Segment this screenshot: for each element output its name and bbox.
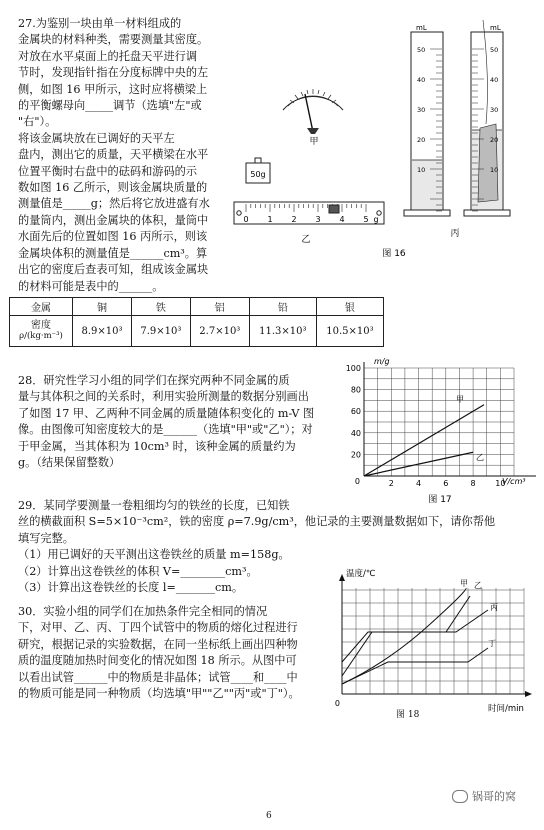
row-label-density: 密度 xyxy=(31,320,51,331)
q30-line: 30．实验小组的同学们在加热条件完全相同的情况 xyxy=(18,605,268,618)
cyl-right-50: 50 xyxy=(490,46,499,54)
table-cell: 7.9×10³ xyxy=(131,316,190,347)
y-tick-label: 80 xyxy=(350,385,361,395)
scale-num-3: 3 xyxy=(315,215,321,224)
x-tick-label: 8 xyxy=(470,479,476,488)
q27-line: 数如图 16 乙所示，则该金属块质量的 xyxy=(18,181,208,195)
weight-label: 50g xyxy=(250,170,266,179)
fig18-origin: 0 xyxy=(334,699,340,708)
rider-scale xyxy=(234,202,384,224)
q27-line: 的平衡螺母向_____调节（选填"左"或 xyxy=(18,99,202,113)
table-row xyxy=(10,316,384,347)
watermark-text: 锅哥的窝 xyxy=(472,790,516,803)
row-label-unit: ρ/(kg·m⁻³) xyxy=(19,331,63,341)
q29-line: 填写完整。 xyxy=(18,531,74,545)
figure-17-chart xyxy=(340,356,540,508)
x-tick-label: 2 xyxy=(388,479,394,488)
q27-line: "右"）。 xyxy=(18,115,57,129)
scale-num-0: 0 xyxy=(243,215,249,224)
q29-line: 29．某同学要测量一卷粗细均匀的铁丝的长度，已知铁 xyxy=(18,499,290,512)
fig18-ding-label: 丁 xyxy=(488,639,496,648)
q28-line: g。（结果保留整数） xyxy=(18,456,121,470)
q27-line: 27.为鉴别一块由单一材料组成的 xyxy=(18,17,182,30)
cylinder-left xyxy=(404,24,450,216)
cyl-left-50: 50 xyxy=(417,46,426,54)
cyl-left-10: 10 xyxy=(417,166,426,174)
q29-line: 丝的横截面积 S=5×10⁻³cm²，铁的密度 ρ=7.9g/cm³，他记录的主要测量数据如下，请你帮他 xyxy=(18,515,496,529)
q29-line: （1）用已调好的天平测出这卷铁丝的质量 m=158g。 xyxy=(18,548,290,562)
cyl-right-40: 40 xyxy=(490,76,499,84)
q29-line: （3）计算出这卷铁丝的长度 l=_______cm。 xyxy=(18,581,244,595)
x-tick-label: 6 xyxy=(443,479,449,488)
fig18-yi-label: 乙 xyxy=(474,581,482,590)
q28-line: 于甲金属，当其体积为 10cm³ 时，该种金属的质量约为 xyxy=(18,439,296,453)
q27-line: 测量值是_____g；然后将它放进盛有水 xyxy=(18,197,210,211)
figure-18-chart xyxy=(328,566,538,724)
table-cell: 2.7×10³ xyxy=(190,316,249,347)
label-yi: 乙 xyxy=(301,235,311,245)
y-tick-label: 40 xyxy=(350,428,361,438)
q29-line: （2）计算出这卷铁丝的体积 V=________cm³。 xyxy=(18,564,258,578)
q27-line: 的量筒内，测出金属块的体积，量筒中 xyxy=(18,213,209,227)
table-header-cell: 银 xyxy=(316,298,383,316)
y-tick-label: 60 xyxy=(350,407,361,417)
cyl-right-30: 30 xyxy=(490,106,499,114)
page-number: 6 xyxy=(266,811,272,821)
table-header-cell: 铝 xyxy=(190,298,249,316)
q27-line: 金属块的材料种类，需要测量其密度。 xyxy=(18,33,209,47)
scale-unit: g xyxy=(373,215,379,224)
q27-line: 金属块体积的测量值是______cm³。算 xyxy=(18,246,208,260)
weight-50g xyxy=(246,158,270,183)
q30-text xyxy=(18,604,300,702)
table-header-cell: 铅 xyxy=(249,298,316,316)
curve-jia xyxy=(342,588,466,684)
cyl-right-10: 10 xyxy=(490,166,499,174)
fig17-origin: 0 xyxy=(354,477,360,486)
fig17-caption: 图 17 xyxy=(428,495,452,505)
fig18-ylabel: 温度/℃ xyxy=(346,569,376,579)
fig17-jia-label: 甲 xyxy=(456,395,464,404)
figure-16 xyxy=(228,10,538,262)
q30-line: 质的温度随加热时间变化的情况如图 18 所示。从图中可 xyxy=(18,654,297,668)
q28-line: 28．研究性学习小组的同学们在探究两种不同金属的质 xyxy=(18,374,290,387)
q30-line: 下，对甲、乙、丙、丁四个试管中的物质的熔化过程进行 xyxy=(18,621,298,635)
q30-line: 研究，根据记录的实验数据，在同一坐标纸上画出四种物 xyxy=(18,637,298,651)
balance-pointer-dial xyxy=(283,89,343,134)
scale-num-2: 2 xyxy=(291,215,297,224)
q30-line: 的物质可能是同一种物质（均选填"甲""乙""丙"或"丁"）。 xyxy=(18,687,300,701)
q27-line: 出它的密度后查表可知，组成该金属块 xyxy=(18,263,209,277)
q27-line: 将该金属块放在已调好的天平左 xyxy=(18,131,175,145)
fig18-xlabel: 时间/min xyxy=(488,704,524,714)
label-bing: 丙 xyxy=(450,229,460,239)
curve-bing xyxy=(342,610,488,676)
table-header-cell: 铁 xyxy=(131,298,190,316)
table-header-cell: 铜 xyxy=(73,298,132,316)
scale-num-1: 1 xyxy=(267,215,273,224)
fig16-caption: 图 16 xyxy=(382,249,406,259)
table-header-row xyxy=(10,298,384,316)
cyl-unit-right: mL xyxy=(490,24,501,32)
table-header-cell: 金属 xyxy=(10,298,73,316)
q28-line: 量与其体积之间的关系时，利用实验所测量的数据分别画出 xyxy=(18,390,309,404)
density-table xyxy=(9,297,384,347)
fig17-xlabel: V/cm³ xyxy=(502,477,526,486)
table-cell: 8.9×10³ xyxy=(73,316,132,347)
q27-line: 侧，如图 16 甲所示，这时应将横梁上 xyxy=(18,82,208,96)
q27-text xyxy=(18,16,210,295)
q28-text xyxy=(18,373,314,471)
q27-line: 水面先后的位置如图 16 丙所示，则该 xyxy=(18,230,208,244)
x-tick-label: 4 xyxy=(415,479,422,488)
q27-line: 的材料可能是表中的______。 xyxy=(18,279,164,293)
watermark xyxy=(452,788,516,804)
cylinder-right xyxy=(464,20,510,216)
scale-num-5: 5 xyxy=(363,215,369,224)
q27-line: 节时，发现指针指在分度标牌中央的左 xyxy=(18,66,209,80)
y-tick-label: 20 xyxy=(350,450,361,460)
cyl-unit-left: mL xyxy=(416,24,427,32)
fig18-bing-label: 丙 xyxy=(490,603,498,612)
q28-line: 了如图 17 甲、乙两种不同金属的质量随体积变化的 m-V 图 xyxy=(18,406,315,420)
label-jia: 甲 xyxy=(309,137,319,147)
q27-line: 对放在水平桌面上的托盘天平进行调 xyxy=(18,49,198,63)
fig17-yi-label: 乙 xyxy=(476,453,484,462)
q27-line: 盘内，测出它的质量，天平横梁在水平 xyxy=(18,148,209,162)
x-tick-label: 10 xyxy=(495,479,506,488)
y-tick-label: 100 xyxy=(345,364,361,373)
q28-line: 像。由图像可知密度较大的是______（选填"甲"或"乙"）；对 xyxy=(18,423,313,437)
cyl-left-30: 30 xyxy=(417,106,426,114)
scale-num-4: 4 xyxy=(339,215,345,224)
q30-line: 以看出试管______中的物质是非晶体；试管____和____中 xyxy=(18,670,298,684)
table-row-label xyxy=(10,316,73,347)
fig18-jia-label: 甲 xyxy=(460,579,468,588)
cyl-left-20: 20 xyxy=(417,136,426,144)
curve-ding xyxy=(342,648,488,684)
table-cell: 10.5×10³ xyxy=(316,316,383,347)
q27-line: 位置平衡时右盘中的砝码和游码的示 xyxy=(18,164,198,178)
fig18-caption: 图 18 xyxy=(396,710,420,720)
table-cell: 11.3×10³ xyxy=(249,316,316,347)
fig17-ylabel: m/g xyxy=(374,357,390,366)
cyl-right-20: 20 xyxy=(490,136,499,144)
wechat-icon xyxy=(452,790,468,803)
cyl-left-40: 40 xyxy=(417,76,426,84)
